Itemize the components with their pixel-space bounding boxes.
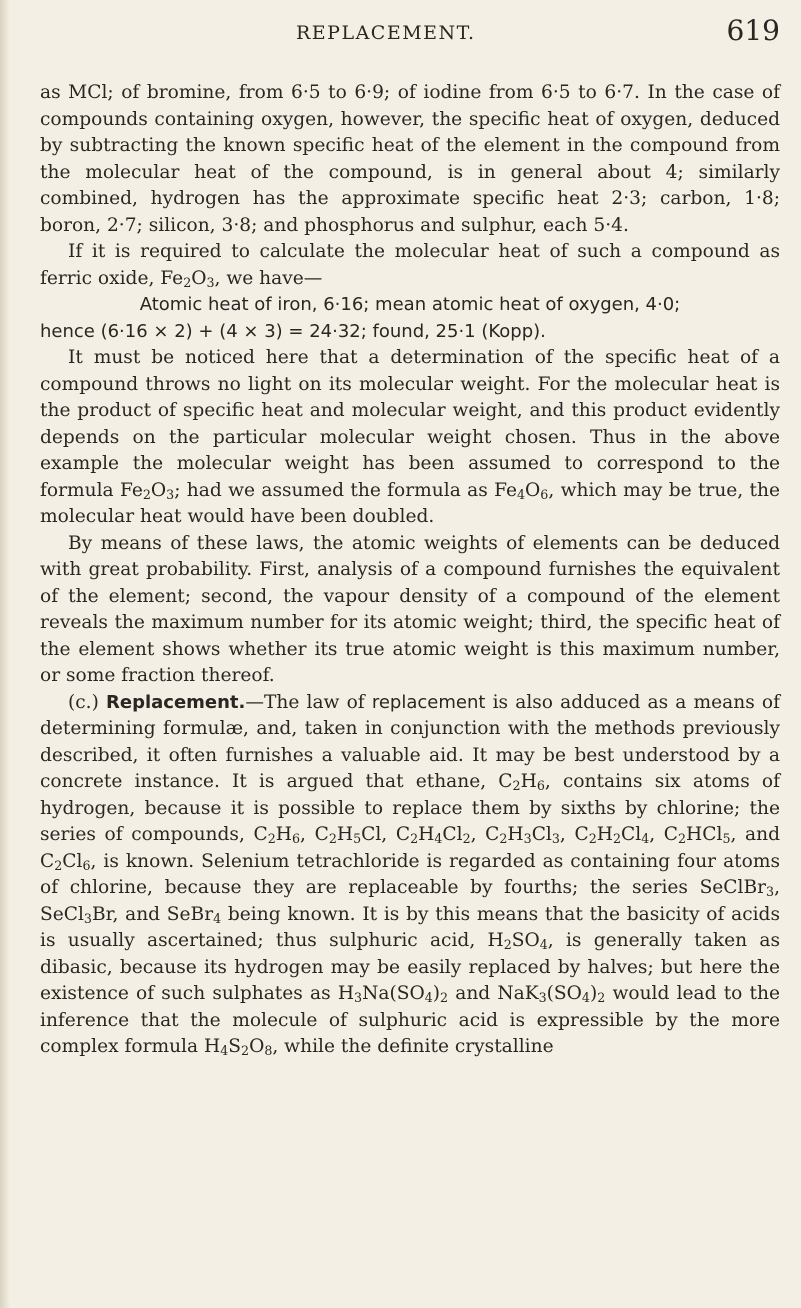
section-heading: Replacement. — [106, 691, 246, 713]
calculation-line-2: hence (6·16 × 2) + (4 × 3) = 24·32; found, 25·1 (Kopp). — [40, 320, 546, 342]
paragraph-molecular-weight: It must be noticed here that a determination of the specific heat of a compound throws no light on its molecular weight. For the molecular heat is the product of specific heat and molecular weight, and this product evidently depends on the particular molecular weight chosen. Thus in the above example the molecular weight has been assumed to correspond to the formula $Fe_2O_3$; had we assumed the formula as $Fe_4O_6$, which may be true, the molecular heat would have been doubled. — [40, 347, 780, 527]
paragraph-specific-heats: as MCl; of bromine, from 6·5 to 6·9; of iodine from 6·5 to 6·7. In the case of compounds containing oxygen, however, the specific heat of oxygen, deduced by subtracting the known specific heat of the element in the compound from the molecular heat of the compound, is in general about 4; similarly combined, hydrogen has the approximate specific heat 2·3; carbon, 1·8; boron, 2·7; silicon, 3·8; and phosphorus and sulphur, each 5·4. — [40, 82, 780, 236]
page-header — [40, 14, 780, 64]
paragraph-replacement: (c.) Replacement.—The law of replacement is also adduced as a means of determining formulæ, and, taken in conjunction with the methods previously described, it often furnishes a valuable aid. It may be best understood by a concrete instance. It is argued that ethane, $C_2H_6$, contains six atoms of hydrogen, because it is possible to replace them by sixths by chlorine; the series of compounds, $C_2H_6$, $C_2H_5Cl$, $C_2H_4Cl_2$, $C_2H_3Cl_3$, $C_2H_2Cl_4$, $C_2HCl_5$, and $C_2Cl_6$, is known. Selenium tetrachloride is regarded as containing four atoms of chlorine, because they are replaceable by fourths; the series SeClBr$_3$, SeCl$_3$Br, and SeBr$_4$ being known. It is by this means that the basicity of acids is usually ascertained; thus sulphuric acid, $H_2SO_4$, is generally taken as dibasic, because its hydrogen may be easily replaced by halves; but here the existence of such sulphates as $H_3Na(SO_4)_2$ and $NaK_3(SO_4)_2$ would lead to the inference that the molecule of sulphuric acid is expressible by the more complex formula $H_4S_2O_8$, while the definite crystalline — [40, 691, 781, 1059]
paragraph-atomic-weights: By means of these laws, the atomic weights of elements can be deduced with great probability. First, analysis of a compound furnishes the equivalent of the element; second, the vapour density of a compound of the element reveals the maximum number for its atomic weight; third, the specific heat of the element shows whether its true atomic weight is this maximum number, or some fraction thereof. — [40, 532, 780, 686]
key-term: replacement — [371, 691, 486, 713]
page-gutter-shadow — [0, 0, 10, 1308]
paragraph-ferric-oxide: If it is required to calculate the molecular heat of such a compound as ferric oxide, $Fe_2O_3$, we have— — [40, 241, 780, 290]
running-head: REPLACEMENT. — [296, 22, 476, 44]
calculation-line-1: Atomic heat of iron, 6·16; mean atomic heat of oxygen, 4·0; — [139, 294, 681, 315]
page-number: 619 — [726, 14, 780, 47]
body-text — [40, 80, 780, 1061]
